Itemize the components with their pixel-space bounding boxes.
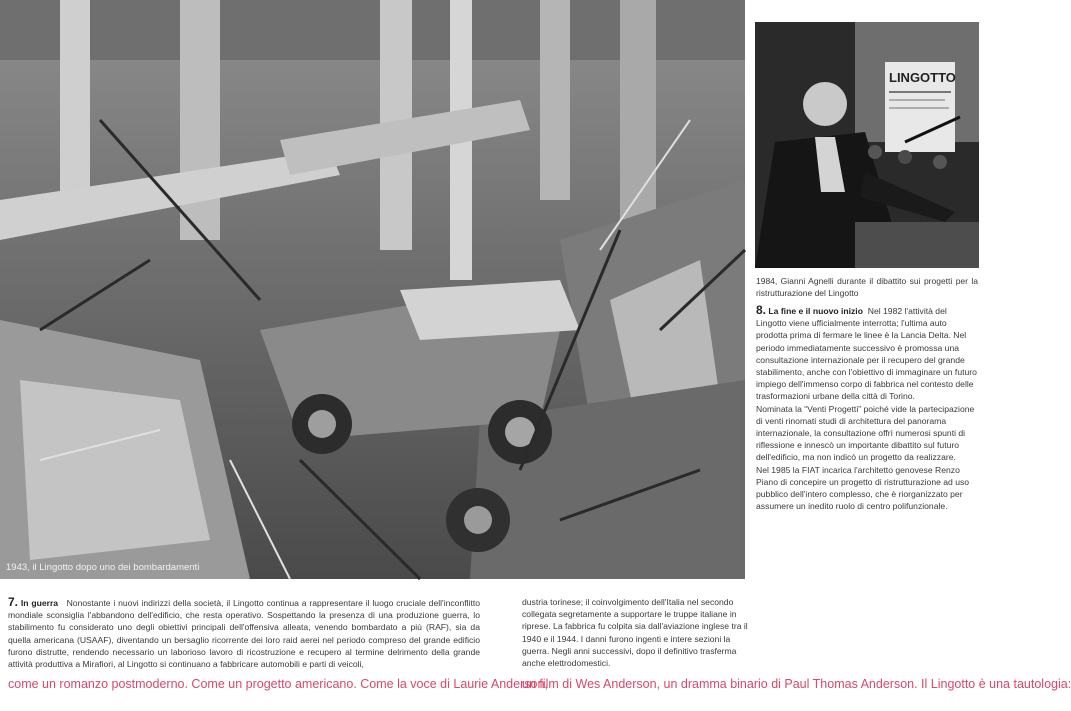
- section-8-title: La fine e il nuovo inizio: [768, 306, 863, 316]
- lingotto-banner-text: LINGOTTO: [889, 70, 956, 85]
- agnelli-photo: [755, 22, 979, 268]
- section-8: [756, 304, 978, 512]
- section-7-title: In guerra: [20, 598, 59, 608]
- section-8-number: 8.: [756, 303, 767, 317]
- section-7-text-1: Nonostante i nuovi indirizzi della società, il Lingotto continua a rappresentare il luogo cruciale dell'inconflitto mondiale sconsiglia l'abbandono dell'edificio, che resta operativo. Sospettando la presenza di una produzione guerra, lo stabilimento fu considerato uno degli obiettivi principali dell'offensiva alleata, venendo bombardato a più (RAF), sia da quella americana (USAAF), diventando un bersaglio ricorrente dei loro raid aerei nel periodo compreso del grande edificio furono distrutte, rendendo necessario un laborioso lavoro di ricostruzione e recupero al termine delrimento della grande attività produttiva a Mirafiori, al Lingotto si continuano a fabbricare automobili e parti di veicoli,: [8, 598, 481, 670]
- agnelli-illustration: [755, 22, 979, 268]
- section-8-paragraph-2: Nominata la “Venti Progetti” poiché vide la partecipazione di venti rinomati studi di architettura del panorama internazionale, la consultazione offrì numerosi spunti di riflessione e innescò un importante dibattito sul futuro dell'edificio, ma non indicò un progetto da realizzare.: [756, 403, 975, 463]
- agnelli-caption: 1984, Gianni Agnelli durante il dibattito sui progetti per la ristrutturazione del Lingotto: [756, 276, 978, 298]
- pull-quote-right: un film di Wes Anderson, un dramma binario di Paul Thomas Anderson. Il Lingotto è una tautologia:: [522, 677, 1071, 691]
- pull-quote-left: come un romanzo postmoderno. Come un progetto americano. Come la voce di Laurie Anderson,: [8, 677, 548, 691]
- section-7-number: 7.: [8, 595, 19, 609]
- photo-caption-1943: 1943, il Lingotto dopo uno dei bombardamenti: [6, 562, 200, 573]
- section-7: [8, 596, 480, 670]
- section-8-paragraph-1: [756, 304, 978, 403]
- section-7-paragraph: [8, 596, 480, 670]
- section-7-text-2: dustria torinese; il coinvolgimento dell'Italia nel secondo collegata segretamente a supportare le truppe italiane in riprese. La fabbrica fu colpita sia dall'aviazione inglese tra il 1940 e il 1944. I danni furono ingenti e intere sezioni la guerra. Negli anni successivi, dopo il definitivo trasferma anche elettrodomestici.: [522, 597, 748, 669]
- section-8-text-1: Nel 1982 l'attività del Lingotto viene ufficialmente interrotta; l'ultima auto prodotta prima di fermare le linee è la Lancia Delta. Nel periodo immediatamente successivo è promossa una consultazione internazionale per il recupero del grande stabilimento, anche con l'obiettivo di immaginare un futuro impiego dell'immenso corpo di fabbrica nel contesto delle trasformazioni urbane della città di Torino.: [756, 306, 977, 402]
- section-7-continued: [522, 596, 748, 669]
- section-8-paragraph-3: Nel 1985 la FIAT incarica l'architetto genovese Renzo Piano di concepire un progetto di ristrutturazione ad uso pubblico dell'intero complesso, che è riorganizzato per assumere un inedito ruolo di centro polifunzionale.: [756, 464, 970, 512]
